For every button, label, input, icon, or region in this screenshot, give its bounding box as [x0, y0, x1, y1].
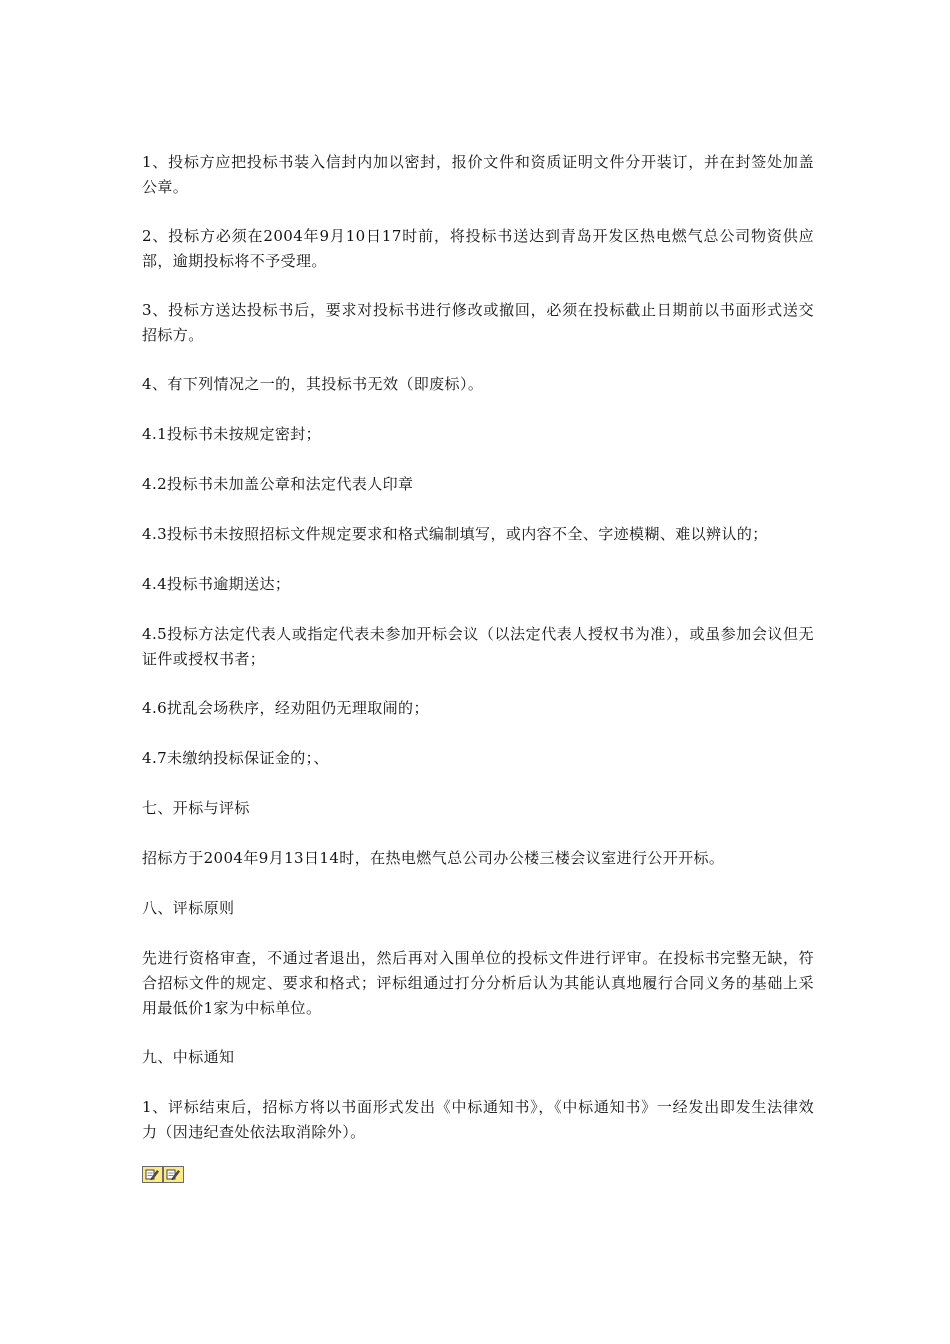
- paragraph-evaluation-principle: 先进行资格审查，不通过者退出，然后再对入围单位的投标文件进行评审。在投标书完整无缺，符合招标文件的规定、要求和格式；评标组通过打分分析后认为其能认真地履行合同义务的基础上采用最低价1家为中标单位。: [142, 949, 814, 1017]
- paragraph-2: 2、投标方必须在2004年9月10日17时前，将投标书送达到青岛开发区热电燃气总公司物资供应部，逾期投标将不予受理。: [142, 227, 814, 270]
- icon-group: [142, 1166, 814, 1183]
- paragraph-4-4: 4.4投标书逾期送达；: [142, 575, 291, 593]
- paragraph-4-1: 4.1投标书未按规定密封；: [142, 425, 322, 443]
- paragraph-4-7: 4.7未缴纳投标保证金的；、: [142, 749, 329, 767]
- pencil-note-icon[interactable]: [142, 1166, 163, 1183]
- paragraph-award-notice: 1、评标结束后，招标方将以书面形式发出《中标通知书》，《中标通知书》一经发出即发生法律效力（因违纪查处依法取消除外）。: [142, 1098, 814, 1141]
- section-heading-7: 七、开标与评标: [142, 799, 250, 817]
- pencil-note-icon[interactable]: [163, 1166, 184, 1183]
- paragraph-1: 1、投标方应把投标书装入信封内加以密封，报价文件和资质证明文件分开装订，并在封签处加盖公章。: [142, 153, 814, 196]
- paragraph-4-6: 4.6扰乱会场秩序，经劝阻仍无理取闹的；: [142, 699, 429, 717]
- paragraph-3: 3、投标方送达投标书后，要求对投标书进行修改或撤回，必须在投标截止日期前以书面形式送交招标方。: [142, 301, 814, 344]
- section-heading-8: 八、评标原则: [142, 899, 235, 917]
- document-body: [142, 150, 814, 1183]
- paragraph-4: 4、有下列情况之一的，其投标书无效（即废标）。: [142, 375, 484, 393]
- paragraph-4-5: 4.5投标方法定代表人或指定代表未参加开标会议（以法定代表人授权书为准），或虽参加会议但无证件或授权书者；: [142, 625, 814, 668]
- paragraph-opening-time: 招标方于2004年9月13日14时，在热电燃气总公司办公楼三楼会议室进行公开开标。: [142, 849, 725, 867]
- paragraph-4-3: 4.3投标书未按照招标文件规定要求和格式编制填写，或内容不全、字迹模糊、难以辨认的；: [142, 525, 768, 543]
- paragraph-4-2: 4.2投标书未加盖公章和法定代表人印章: [142, 475, 414, 493]
- section-heading-9: 九、中标通知: [142, 1048, 235, 1066]
